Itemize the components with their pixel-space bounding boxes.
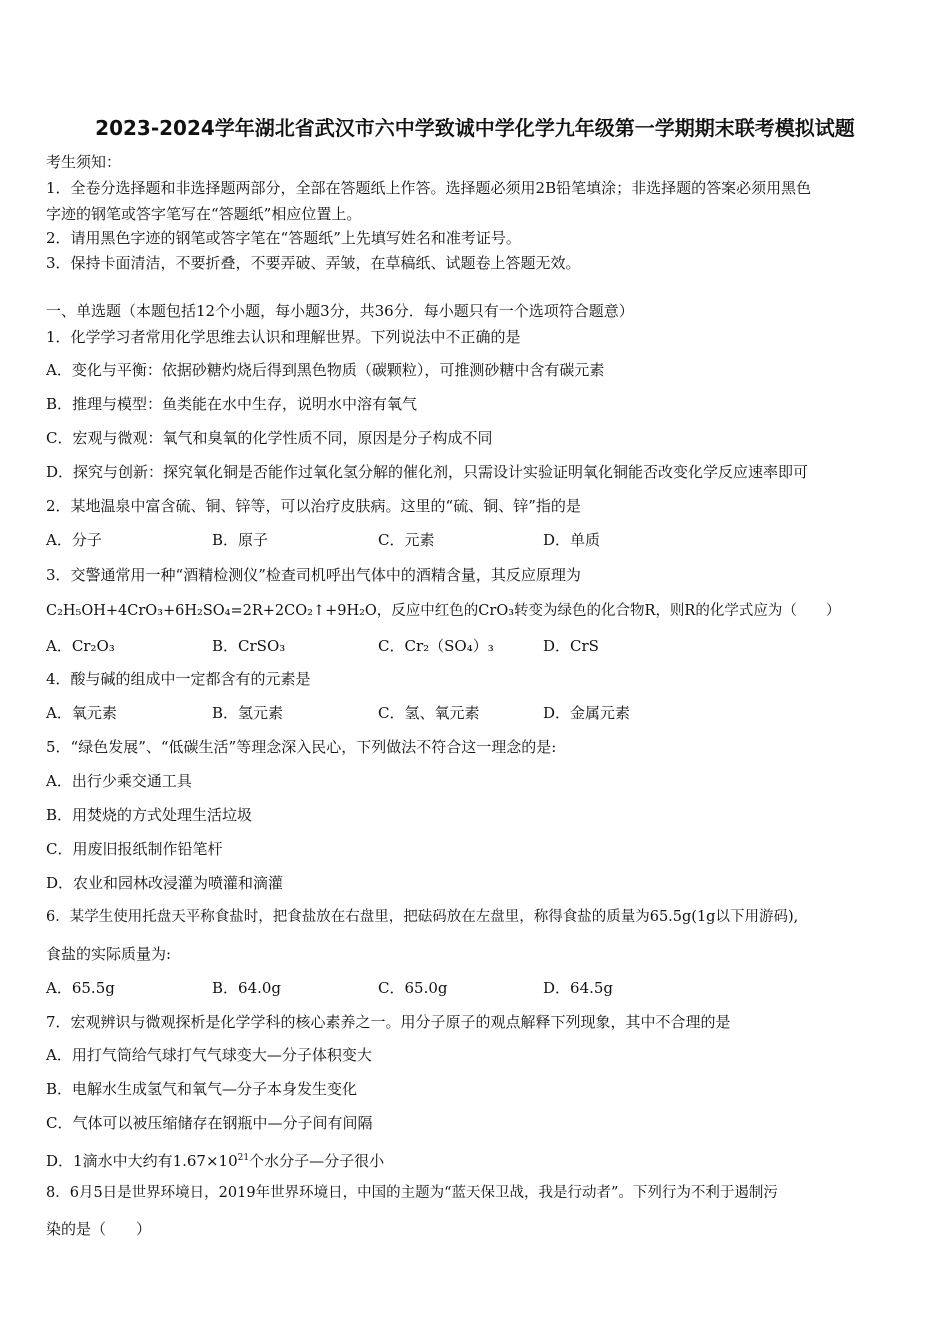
option-c: C．气体可以被压缩储存在钢瓶中—分子间有间隔 — [46, 1114, 373, 1132]
notice-item: 字迹的钢笔或答字笔写在“答题纸”相应位置上。 — [46, 205, 362, 223]
option-d-text-end: 个水分子—分子很小 — [249, 1152, 385, 1170]
option-d: D．农业和园林改浸灌为喷灌和滴灌 — [46, 874, 284, 892]
option-b: B．原子 — [212, 531, 269, 549]
option-a: A．变化与平衡：依据砂糖灼烧后得到黑色物质（碳颗粒），可推测砂糖中含有碳元素 — [46, 361, 605, 379]
question-stem: 4．酸与碱的组成中一定都含有的元素是 — [46, 670, 311, 688]
question-stem: 1．化学学习者常用化学思维去认识和理解世界。下列说法中不正确的是 — [46, 328, 521, 346]
option-c: C．Cr₂（SO₄）₃ — [378, 637, 494, 655]
question-stem: 5．“绿色发展”、“低碳生活”等理念深入民心，下列做法不符合这一理念的是: — [46, 738, 557, 756]
option-d-text: D．1滴水中大约有1.67×10 — [46, 1152, 238, 1170]
notice-item: 3．保持卡面清洁，不要折叠，不要弄破、弄皱，在草稿纸、试题卷上答题无效。 — [46, 254, 581, 272]
reaction-equation: C₂H₅OH+4CrO₃+6H₂SO₄=2R+2CO₂↑+9H₂O，反应中红色的CrO₃转变为绿色的化合物R，则R的化学式应为（ ） — [46, 603, 841, 619]
option-b: B．用焚烧的方式处理生活垃圾 — [46, 806, 253, 824]
exponent: 21 — [237, 1153, 250, 1163]
option-d: D．64.5g — [543, 979, 614, 997]
option-c: C．65.0g — [378, 979, 448, 997]
exam-title: 2023-2024学年湖北省武汉市六中学致诚中学化学九年级第一学期期末联考模拟试题 — [95, 116, 855, 140]
option-c: C．氢、氧元素 — [378, 704, 480, 722]
option-c: C．用废旧报纸制作铅笔杆 — [46, 840, 223, 858]
question-stem: 8．6月5日是世界环境日，2019年世界环境日，中国的主题为“蓝天保卫战，我是行动者”。下列行为不利于遏制污 — [46, 1185, 778, 1201]
question-stem: 3．交警通常用一种“酒精检测仪”检查司机呼出气体中的酒精含量，其反应原理为 — [46, 566, 581, 584]
option-a: A．分子 — [46, 531, 102, 549]
option-b: B．电解水生成氢气和氧气—分子本身发生变化 — [46, 1080, 358, 1098]
question-stem: 7．宏观辨识与微观探析是化学学科的核心素养之一。用分子原子的观点解释下列现象，其中不合理的是 — [46, 1013, 731, 1031]
question-stem-continued: 食盐的实际质量为: — [46, 945, 172, 963]
option-b: B．氢元素 — [212, 704, 284, 722]
section-header: 一、单选题（本题包括12个小题，每小题3分，共36分．每小题只有一个选项符合题意） — [46, 302, 634, 320]
option-a: A．氧元素 — [46, 704, 117, 722]
option-a: A．65.5g — [46, 979, 115, 997]
question-stem: 2．某地温泉中富含硫、铜、锌等，可以治疗皮肤病。这里的“硫、铜、锌”指的是 — [46, 497, 581, 515]
option-d: D．CrS — [543, 637, 599, 655]
option-c: C．宏观与微观：氧气和臭氧的化学性质不同，原因是分子构成不同 — [46, 429, 493, 447]
notice-header: 考生须知： — [46, 153, 122, 171]
option-d — [46, 1148, 384, 1171]
option-a: A．Cr₂O₃ — [46, 637, 115, 655]
option-d: D．探究与创新：探究氧化铜是否能作过氧化氢分解的催化剂，只需设计实验证明氧化铜能否改变化学反应速率即可 — [46, 463, 809, 481]
question-stem: 6．某学生使用托盘天平称食盐时，把食盐放在右盘里，把砝码放在左盘里，称得食盐的质量为65.5g(1g以下用游码), — [46, 909, 799, 925]
option-c: C．元素 — [378, 531, 435, 549]
option-a: A．用打气筒给气球打气气球变大—分子体积变大 — [46, 1046, 372, 1064]
option-b: B．CrSO₃ — [212, 637, 286, 655]
notice-item: 2．请用黑色字迹的钢笔或答字笔在“答题纸”上先填写姓名和准考证号。 — [46, 229, 521, 247]
question-stem-continued: 染的是（ ） — [46, 1220, 152, 1238]
option-a: A．出行少乘交通工具 — [46, 772, 192, 790]
option-d: D．金属元素 — [543, 704, 631, 722]
option-d: D．单质 — [543, 531, 601, 549]
notice-item: 1．全卷分选择题和非选择题两部分，全部在答题纸上作答。选择题必须用2B铅笔填涂；非选择题的答案必须用黑色 — [46, 179, 812, 197]
option-b: B．64.0g — [212, 979, 282, 997]
option-b: B．推理与模型：鱼类能在水中生存，说明水中溶有氧气 — [46, 395, 418, 413]
